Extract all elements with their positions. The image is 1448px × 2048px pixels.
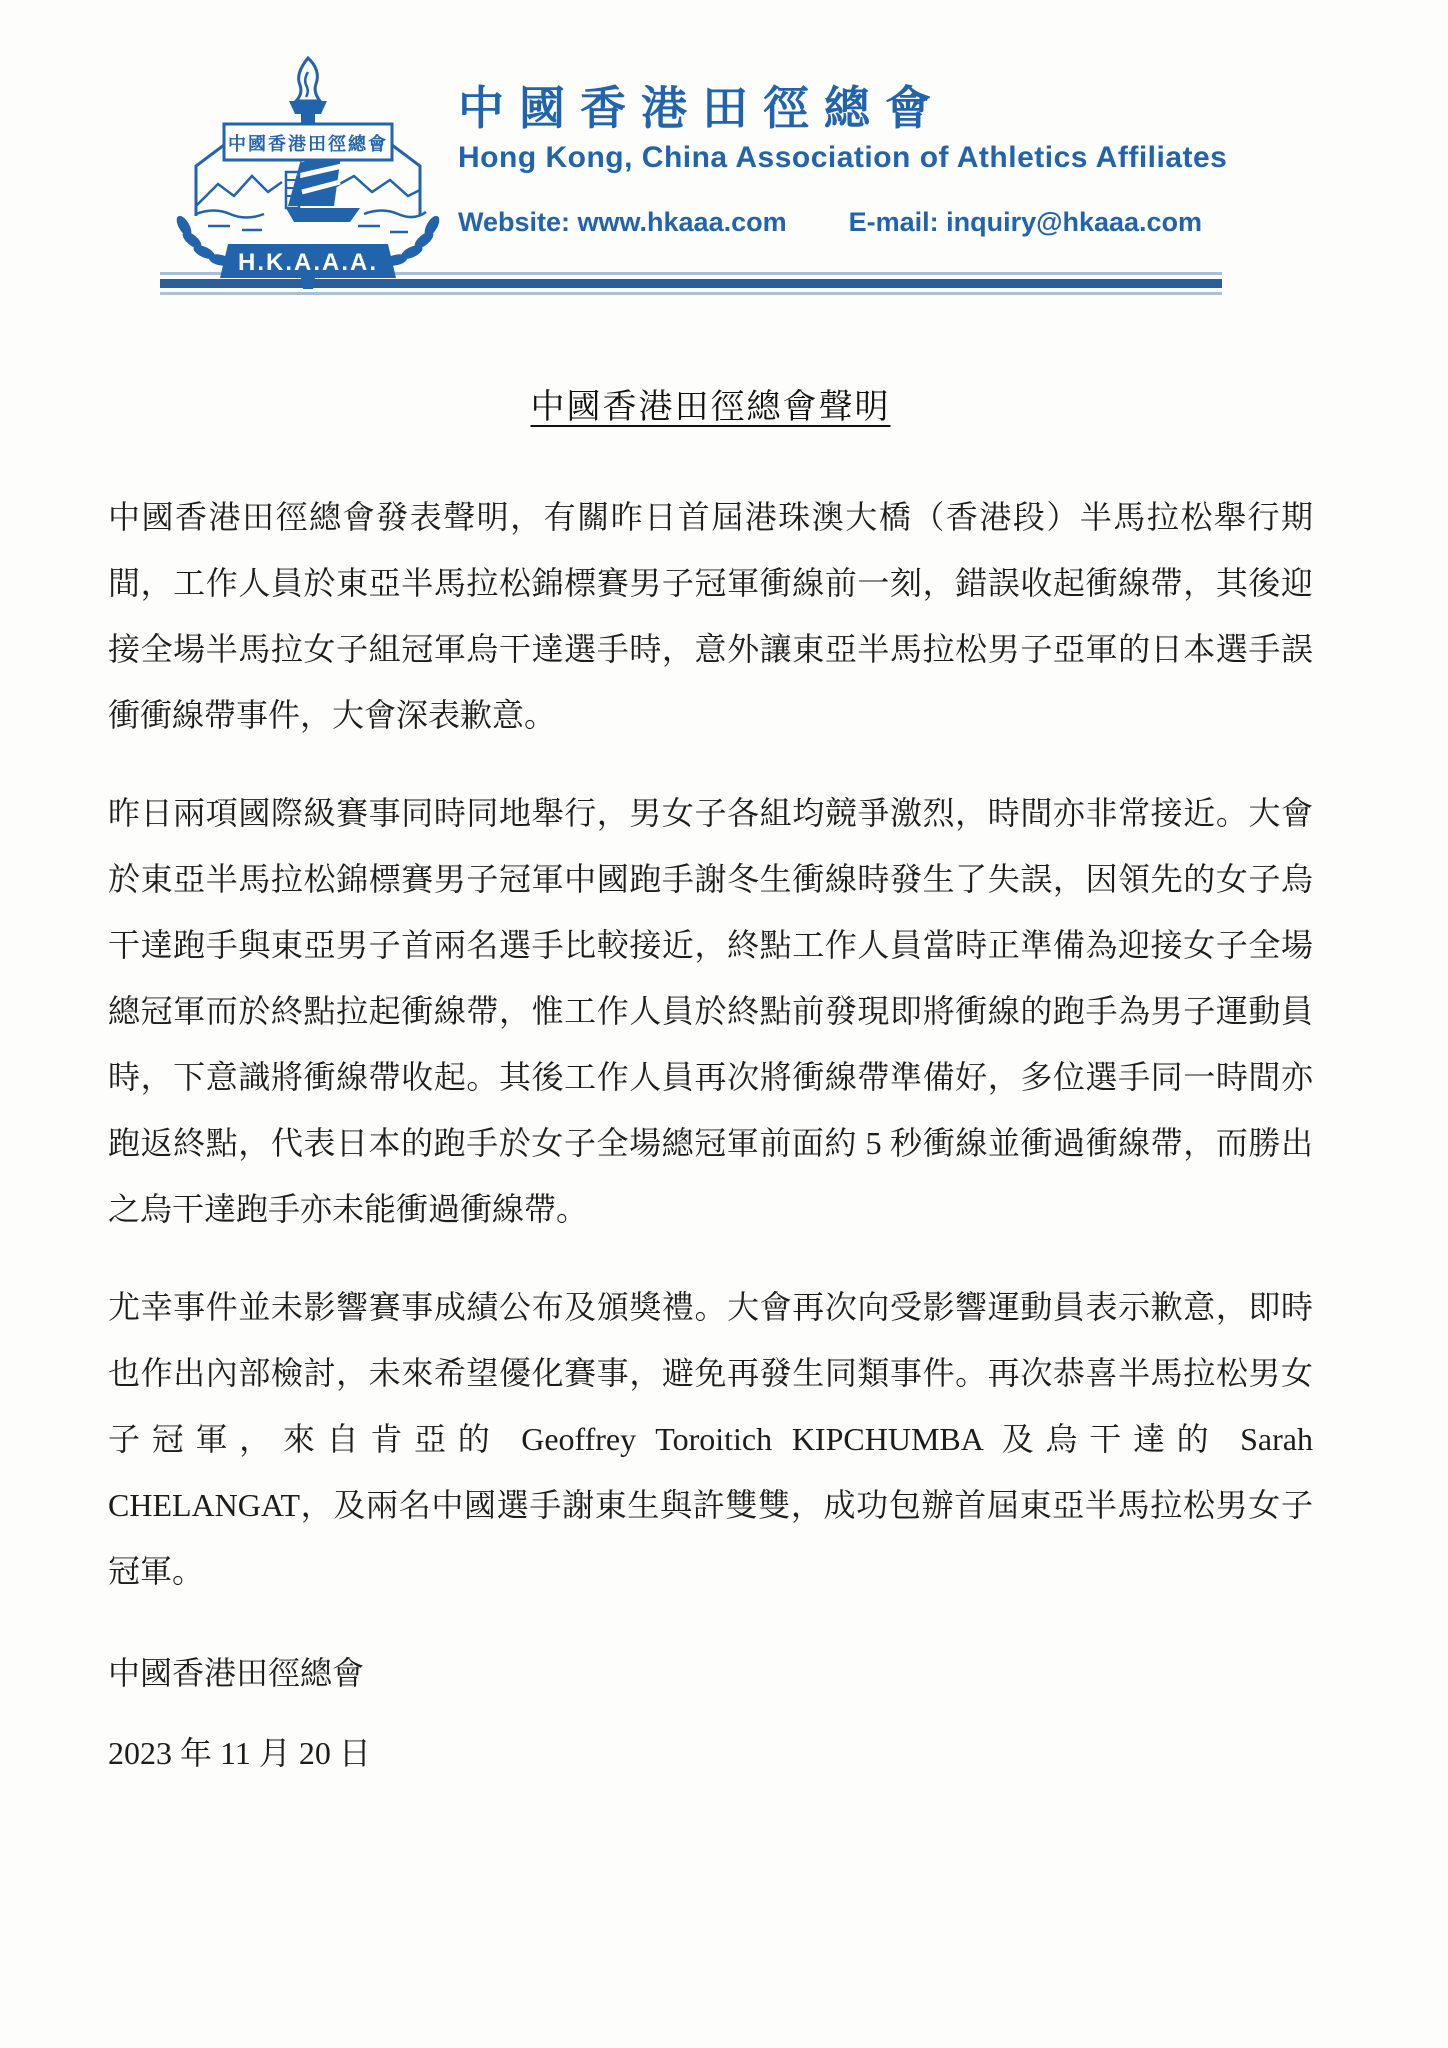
document-title: 中國香港田徑總會聲明 (530, 389, 891, 426)
paragraph-3: 尤幸事件並未影響賽事成績公布及頒獎禮。大會再次向受影響運動員表示歉意，即時也作出內部檢討，未來希望優化賽事，避免再發生同類事件。再次恭喜半馬拉松男女子冠軍，來自肯亞的 Geoffrey Toroitich KIPCHUMBA 及烏干達的 Sarah CHELANGAT，及兩名中國選手謝東生與許雙雙，成功包辦首屆東亞半馬拉松男女子冠軍。 (108, 1289, 1313, 1589)
logo-banner-text: 中國香港田徑總會 (228, 134, 388, 154)
letterhead (0, 0, 1448, 276)
paragraph-1: 中國香港田徑總會發表聲明，有關昨日首屆港珠澳大橋（香港段）半馬拉松舉行期間，工作人員於東亞半馬拉松錦標賽男子冠軍衝線前一刻，錯誤收起衝線帶，其後迎接全場半馬拉女子組冠軍烏干達選手時，意外讓東亞半馬拉松男子亞軍的日本選手誤衝衝線帶事件，大會深表歉意。 (108, 499, 1313, 733)
website-label: Website: www.hkaaa.com (458, 206, 787, 237)
logo-ribbon-text: H.K.A.A.A. (238, 249, 378, 276)
statement-document (108, 379, 1313, 1786)
org-name-chinese: 中國香港田徑總會 (458, 82, 946, 134)
contact-line (458, 207, 1227, 238)
closing-block (108, 1640, 1313, 1786)
paragraph-2: 昨日兩項國際級賽事同時同地舉行，男女子各組均競爭激烈，時間亦非常接近。大會於東亞半馬拉松錦標賽男子冠軍中國跑手謝冬生衝線時發生了失誤，因領先的女子烏干達跑手與東亞男子首兩名選手比較接近，終點工作人員當時正準備為迎接女子全場總冠軍而於終點拉起衝線帶，惟工作人員於終點前發現即將衝線的跑手為男子運動員時，下意識將衝線帶收起。其後工作人員再次將衝線帶準備好，多位選手同一時間亦跑返終點，代表日本的跑手於女子全場總冠軍前面約 5 秒衝線並衝過衝線帶，而勝出之烏干達跑手亦未能衝過衝線帶。 (108, 795, 1313, 1227)
email-label: E-mail: inquiry@hkaaa.com (848, 206, 1203, 237)
signature-line: 中國香港田徑總會 (108, 1655, 365, 1691)
date-line: 2023 年 11 月 20 日 (108, 1735, 371, 1771)
hkaaa-crest-icon (168, 54, 448, 289)
hkaaa-logo (168, 54, 448, 294)
letterhead-text (458, 82, 1227, 238)
org-name-english: Hong Kong, China Association of Athletics Affiliates (458, 140, 1228, 174)
